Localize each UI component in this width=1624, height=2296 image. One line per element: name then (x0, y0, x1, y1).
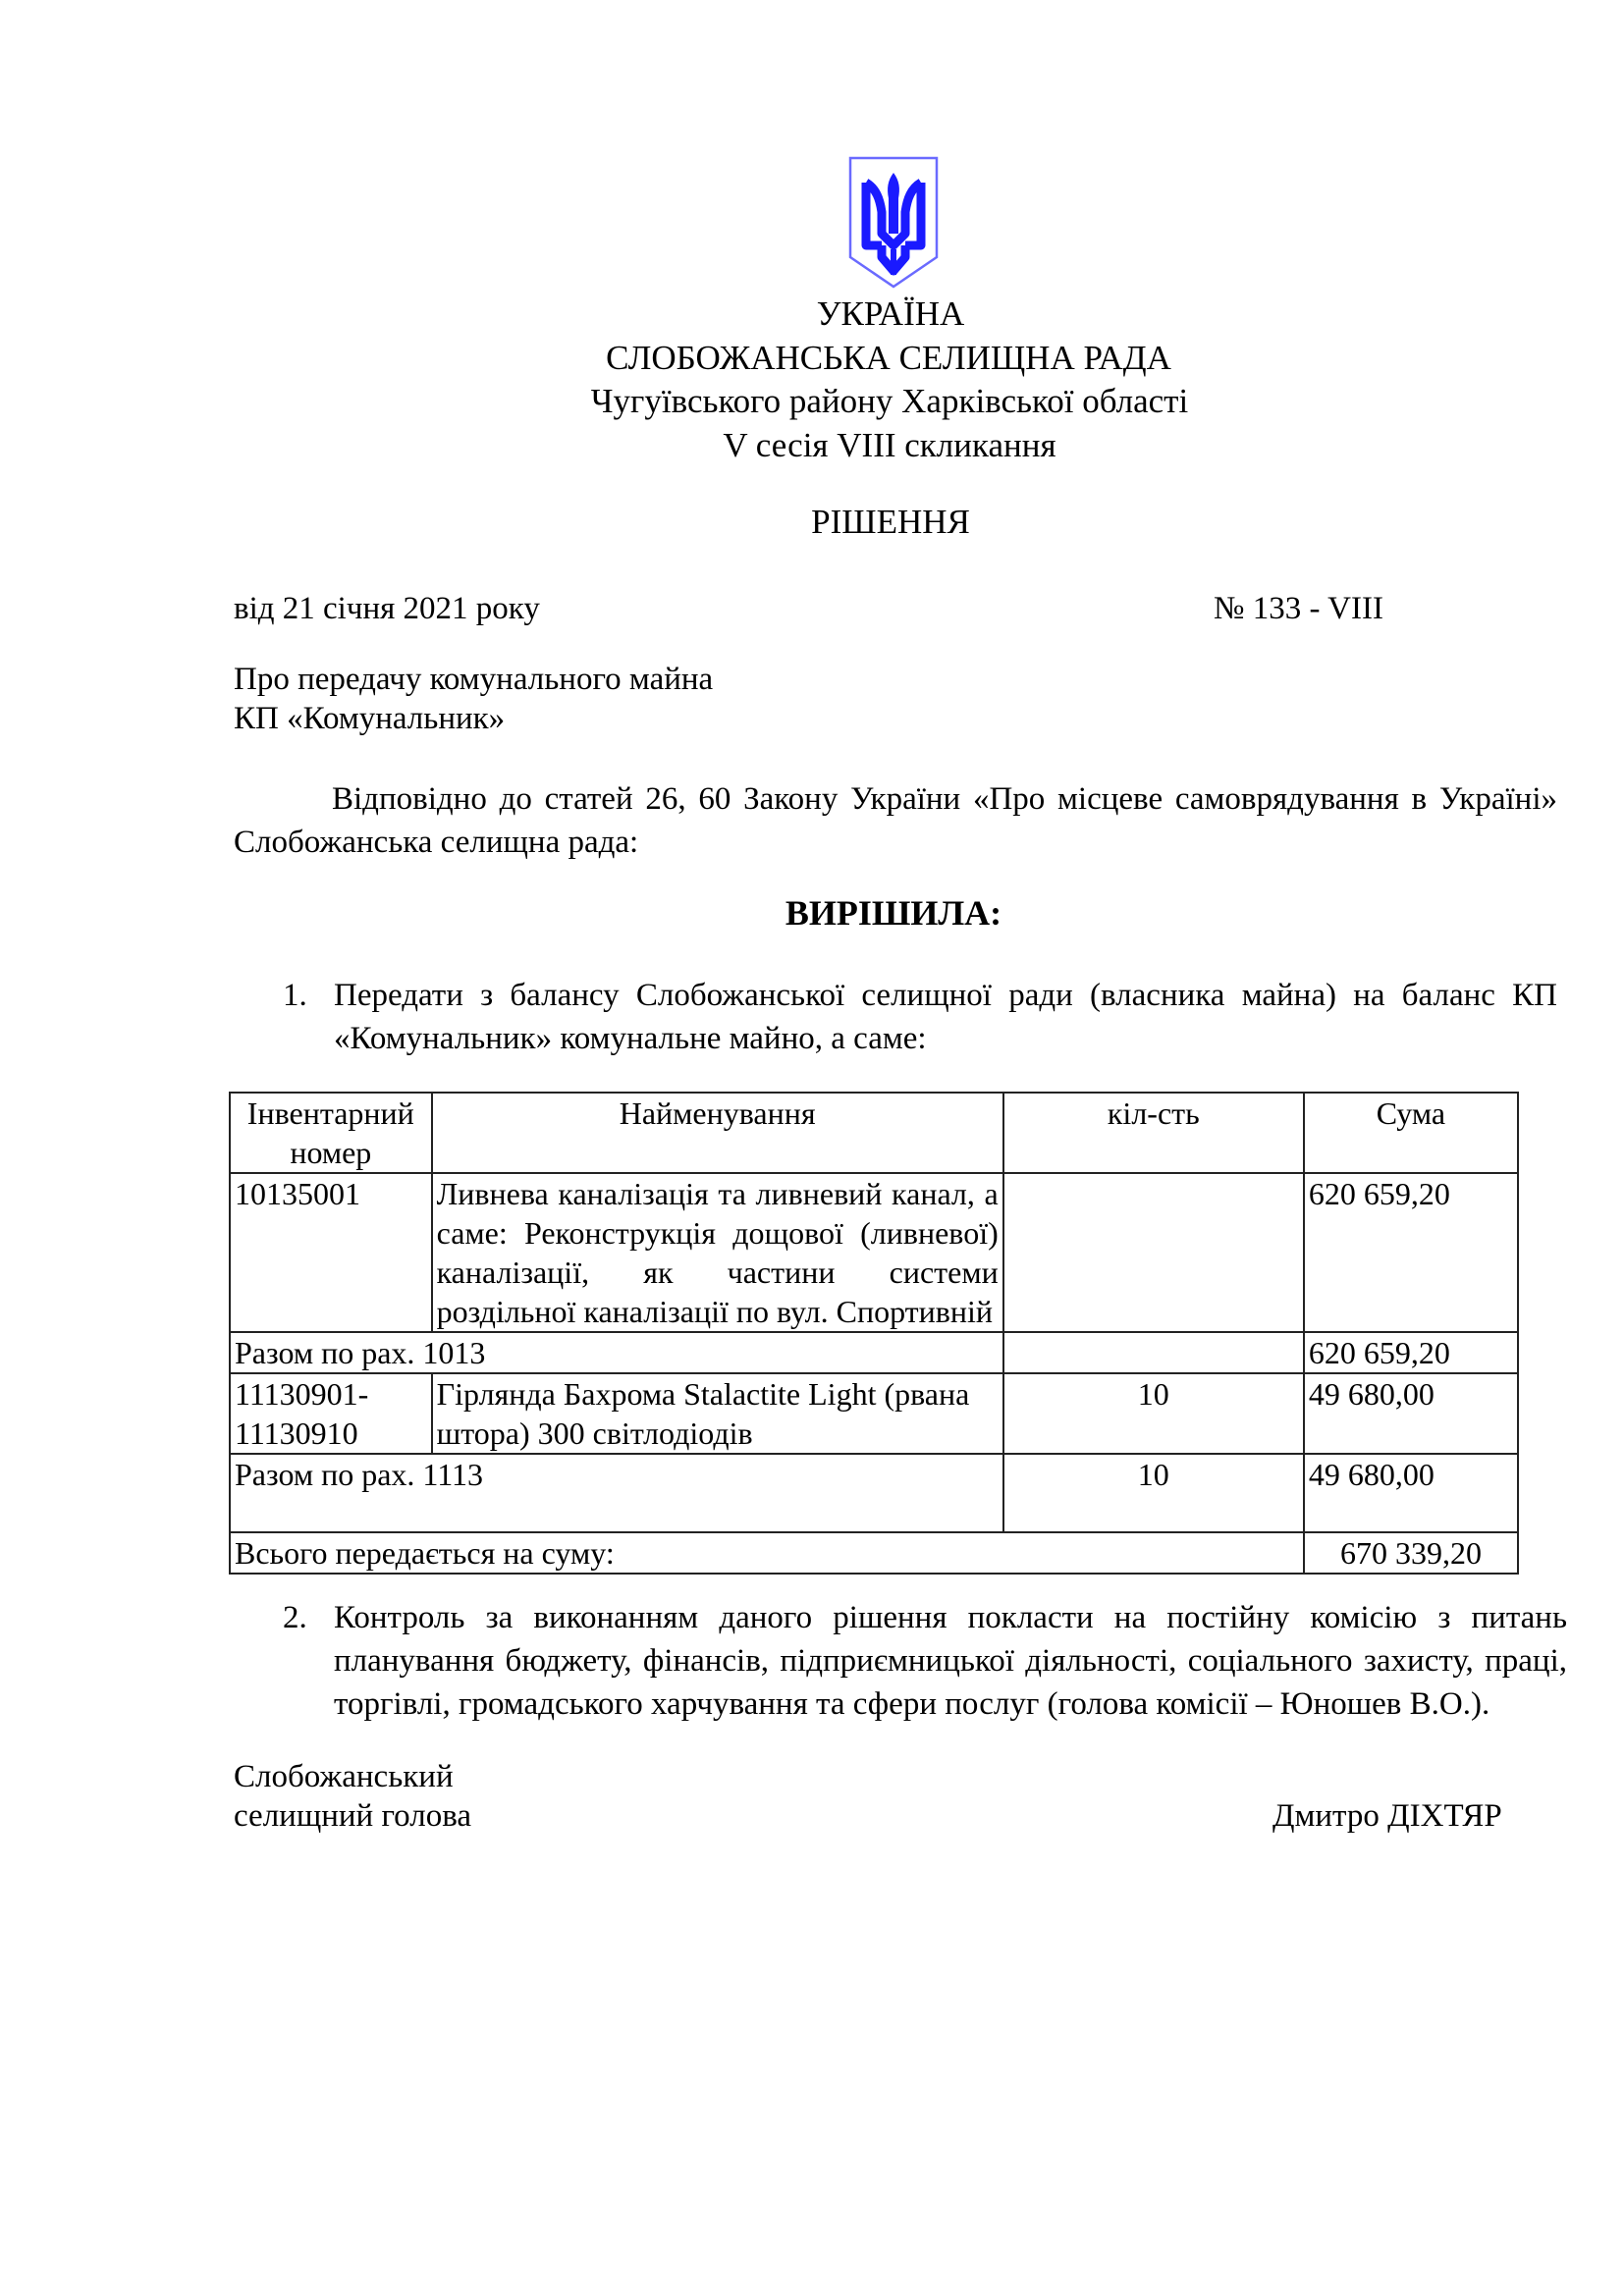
signatory-name: Дмитро ДІХТЯР (1272, 1798, 1502, 1834)
coat-of-arms-icon (846, 155, 941, 291)
cell-name: Ливнева каналізація та ливневий канал, а саме: Реконструкція дощової (ливневої) каналізації, як частини системи роздільної каналізації по вул. Спортивній (432, 1173, 1003, 1332)
cell-inventory-number: 10135001 (230, 1173, 432, 1332)
cell-name: Гірлянда Бахрома Stalactite Light (рвана штора) 300 світлодіодів (432, 1373, 1003, 1454)
session-name: V сесія VIII скликання (723, 426, 1056, 464)
header-inventory-number: Інвентарний номер (230, 1093, 432, 1173)
inventory-range: 11130901-11130910 (235, 1376, 369, 1451)
subtotal-row (230, 1454, 1518, 1532)
cell-sum: 620 659,20 (1304, 1173, 1518, 1332)
item-2-number: 2. (283, 1600, 307, 1635)
item-1-number: 1. (283, 978, 307, 1013)
subtotal-sum: 49 680,00 (1304, 1454, 1518, 1532)
total-sum: 670 339,20 (1304, 1532, 1518, 1574)
header-quantity: кіл-сть (1003, 1093, 1304, 1173)
subtotal-sum: 620 659,20 (1304, 1332, 1518, 1373)
total-row (230, 1532, 1518, 1574)
cell-quantity (1003, 1173, 1304, 1332)
total-label: Всього передається на суму: (230, 1532, 1304, 1574)
decision-heading: ВИРІШИЛА: (785, 893, 1002, 933)
decision-number: № 133 - VIII (1214, 591, 1383, 626)
subtotal-quantity (1003, 1332, 1304, 1373)
country-name: УКРАЇНА (816, 294, 965, 333)
subtotal-label: Разом по рах. 1113 (230, 1454, 1003, 1532)
header-sum: Сума (1304, 1093, 1518, 1173)
cell-inventory-number (230, 1373, 432, 1454)
cell-sum: 49 680,00 (1304, 1373, 1518, 1454)
table-header-row (230, 1093, 1518, 1173)
table-row (230, 1173, 1518, 1332)
subtotal-quantity: 10 (1003, 1454, 1304, 1532)
signature-title-line-1: Слобожанський (234, 1759, 454, 1794)
subtotal-label: Разом по рах. 1013 (230, 1332, 1003, 1373)
table-row (230, 1373, 1518, 1454)
item-2-text: Контроль за виконанням даного рішення покласти на постійну комісію з питань планування бюджету, фінансів, підприємницької діяльності, соціального захисту, праці, торгівлі, громадського харчування та сфери послуг (голова комісії – Юношев В.О.). (334, 1600, 1567, 1722)
subject-line-2: КП «Комунальник» (234, 701, 506, 736)
subtotal-row (230, 1332, 1518, 1373)
region-name: Чугуївського району Харківської області (590, 382, 1189, 420)
signature-title-line-2: селищний голова (234, 1798, 472, 1834)
subject-line-1: Про передачу комунального майна (234, 662, 714, 697)
header-name: Найменування (432, 1093, 1003, 1173)
item-1-text: Передати з балансу Слобожанської селищної ради (власника майна) на баланс КП «Комунальник» комунальне майно, а саме: (334, 978, 1557, 1056)
document-type: РІШЕННЯ (811, 503, 970, 541)
decision-date: від 21 січня 2021 року (234, 591, 540, 626)
cell-quantity: 10 (1003, 1373, 1304, 1454)
preamble: Відповідно до статей 26, 60 Закону України «Про місцеве самоврядування в Україні» Слобожанська селищна рада: (234, 781, 1557, 860)
property-table (229, 1092, 1519, 1575)
council-name: СЛОБОЖАНСЬКА СЕЛИЩНА РАДА (606, 339, 1171, 377)
